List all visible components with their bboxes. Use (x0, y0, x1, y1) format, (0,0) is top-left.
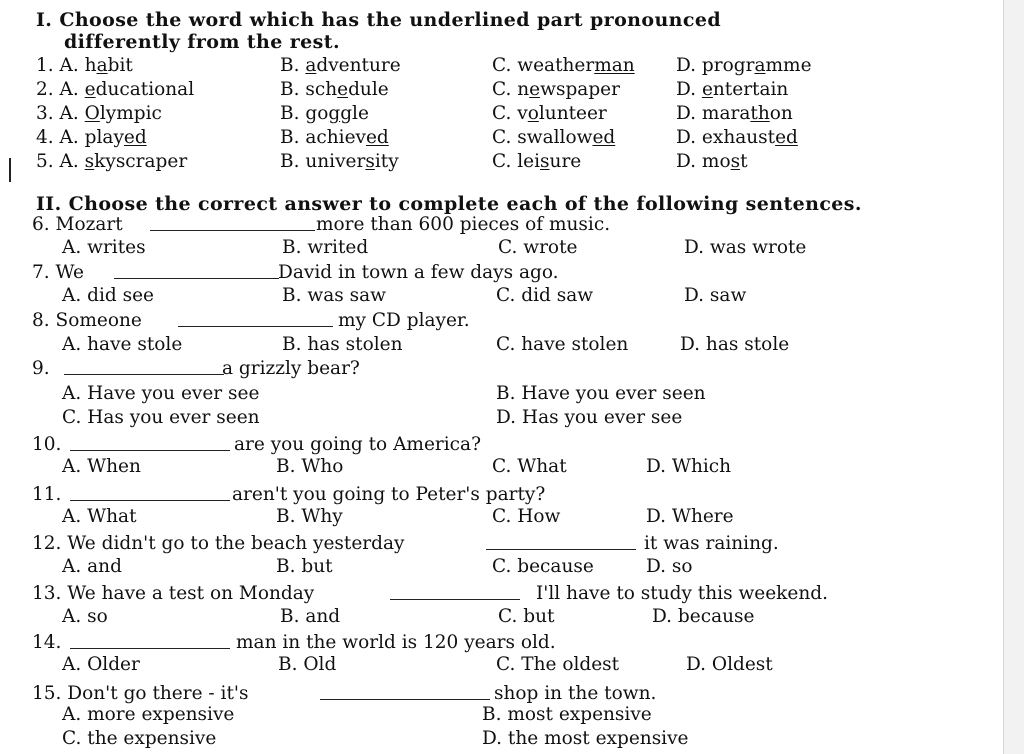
question-9-stem-end: a grizzly bear? (222, 358, 360, 379)
question-14-option-d[interactable]: D. Oldest (686, 654, 773, 675)
question-8-option-b[interactable]: B. has stolen (282, 334, 403, 355)
question-15-option-c[interactable]: C. the expensive (62, 728, 217, 749)
question-12-option-d[interactable]: D. so (646, 556, 693, 577)
question-7-option-c[interactable]: C. did saw (496, 285, 594, 306)
question-14-option-c[interactable]: C. The oldest (496, 654, 620, 675)
answer-blank[interactable] (64, 360, 224, 375)
question-13-option-a[interactable]: A. so (62, 606, 108, 627)
question-15-stem-end: shop in the town. (494, 683, 657, 704)
question-8-option-d[interactable]: D. has stole (680, 334, 790, 355)
pron-q1-option-d: D. programme (676, 55, 812, 76)
question-7-stem-end: David in town a few days ago. (278, 262, 559, 283)
pron-q1-option-c: C. weatherman (492, 55, 635, 76)
question-15-option-d[interactable]: D. the most expensive (482, 728, 689, 749)
question-15-option-b[interactable]: B. most expensive (482, 704, 652, 725)
question-7-option-a[interactable]: A. did see (62, 285, 154, 306)
question-11-option-c[interactable]: C. How (492, 506, 561, 527)
question-8-stem: 8. Someone (32, 310, 142, 331)
answer-blank[interactable] (150, 216, 315, 231)
question-8-option-a[interactable]: A. have stole (62, 334, 183, 355)
question-13-option-c[interactable]: C. but (498, 606, 555, 627)
answer-blank[interactable] (114, 264, 279, 279)
question-12-option-b[interactable]: B. but (276, 556, 333, 577)
pron-q4-option-a: 4. A. played (36, 127, 147, 148)
question-7-option-b[interactable]: B. was saw (282, 285, 386, 306)
answer-blank[interactable] (70, 634, 230, 649)
question-15-stem: 15. Don't go there - it's (32, 683, 249, 704)
pron-q2-option-b: B. schedule (280, 79, 389, 100)
pron-q5-option-b: B. university (280, 151, 399, 172)
question-9-option-d[interactable]: D. Has you ever see (496, 407, 683, 428)
question-11-option-b[interactable]: B. Why (276, 506, 343, 527)
question-10-stem-end: are you going to America? (234, 434, 481, 455)
pron-q3-option-b: B. goggle (280, 103, 369, 124)
pron-q5-option-d: D. most (676, 151, 748, 172)
question-8-option-c[interactable]: C. have stolen (496, 334, 629, 355)
question-12-stem: 12. We didn't go to the beach yesterday (32, 533, 405, 554)
answer-blank[interactable] (390, 585, 520, 600)
section-1-title-line1: I. Choose the word which has the underlined part pronounced (36, 9, 722, 31)
pron-q4-option-d: D. exhausted (676, 127, 798, 148)
pron-q1-option-a: 1. A. habit (36, 55, 133, 76)
question-9-option-a[interactable]: A. Have you ever see (62, 383, 260, 404)
section-1-title-line2: differently from the rest. (64, 31, 340, 53)
pron-q4-option-c: C. swallowed (492, 127, 616, 148)
question-10-stem: 10. (32, 434, 62, 455)
question-8-stem-end: my CD player. (338, 310, 470, 331)
pron-q1-option-b: B. adventure (280, 55, 401, 76)
pron-q3-option-c: C. volunteer (492, 103, 607, 124)
question-7-option-d[interactable]: D. saw (684, 285, 747, 306)
question-6-option-c[interactable]: C. wrote (498, 237, 578, 258)
question-13-stem-end: I'll have to study this weekend. (536, 583, 828, 604)
answer-blank[interactable] (320, 685, 490, 700)
pron-q4-option-b: B. achieved (280, 127, 389, 148)
question-13-option-b[interactable]: B. and (280, 606, 341, 627)
question-13-stem: 13. We have a test on Monday (32, 583, 315, 604)
question-10-option-a[interactable]: A. When (62, 456, 141, 477)
pron-q5-option-a: 5. A. skyscraper (36, 151, 188, 172)
question-14-stem: 14. (32, 632, 62, 653)
question-9-option-b[interactable]: B. Have you ever seen (496, 383, 706, 404)
question-12-stem-end: it was raining. (644, 533, 779, 554)
question-11-option-d[interactable]: D. Where (646, 506, 734, 527)
question-10-option-c[interactable]: C. What (492, 456, 567, 477)
question-11-stem: 11. (32, 484, 62, 505)
section-2-title: II. Choose the correct answer to complete each of the following sentences. (36, 193, 862, 215)
answer-blank[interactable] (178, 312, 333, 327)
pron-q2-option-c: C. newspaper (492, 79, 620, 100)
question-6-option-d[interactable]: D. was wrote (684, 237, 807, 258)
pron-q3-option-d: D. marathon (676, 103, 793, 124)
answer-blank[interactable] (70, 436, 230, 451)
pron-q3-option-a: 3. A. Olympic (36, 103, 162, 124)
answer-blank[interactable] (486, 535, 636, 550)
question-6-stem-end: more than 600 pieces of music. (316, 214, 611, 235)
question-6-option-b[interactable]: B. writed (282, 237, 369, 258)
question-10-option-b[interactable]: B. Who (276, 456, 344, 477)
pron-q2-option-a: 2. A. educational (36, 79, 195, 100)
question-11-option-a[interactable]: A. What (62, 506, 137, 527)
question-14-option-b[interactable]: B. Old (278, 654, 337, 675)
question-6-option-a[interactable]: A. writes (62, 237, 146, 258)
question-9-option-c[interactable]: C. Has you ever seen (62, 407, 260, 428)
question-11-stem-end: aren't you going to Peter's party? (232, 484, 546, 505)
margin-mark (9, 158, 11, 182)
question-12-option-c[interactable]: C. because (492, 556, 594, 577)
question-15-option-a[interactable]: A. more expensive (62, 704, 235, 725)
question-12-option-a[interactable]: A. and (62, 556, 122, 577)
question-14-stem-end: man in the world is 120 years old. (236, 632, 556, 653)
scrollbar[interactable] (1003, 0, 1024, 754)
question-7-stem: 7. We (32, 262, 84, 283)
answer-blank[interactable] (70, 486, 230, 501)
pron-q5-option-c: C. leisure (492, 151, 582, 172)
question-13-option-d[interactable]: D. because (652, 606, 755, 627)
question-9-stem: 9. (32, 358, 50, 379)
pron-q2-option-d: D. entertain (676, 79, 789, 100)
question-10-option-d[interactable]: D. Which (646, 456, 732, 477)
question-14-option-a[interactable]: A. Older (62, 654, 140, 675)
question-6-stem: 6. Mozart (32, 214, 123, 235)
